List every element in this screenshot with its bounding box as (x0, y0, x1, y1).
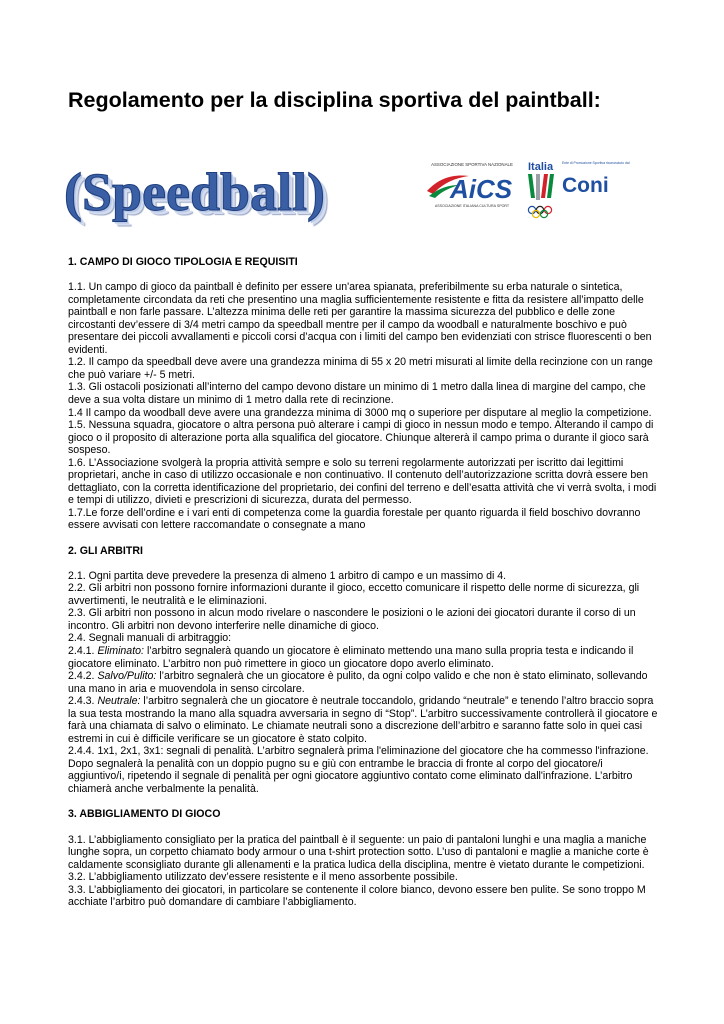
olympic-rings-icon (528, 206, 551, 217)
coni-name-text: Coni (562, 174, 609, 197)
paragraph: 1.6. L’Associazione svolgerà la propria attività sempre e solo su terreni regolarmente autorizzati per iscritto dai legittimi proprietari, anche in caso di utilizzo occasionale e non continuativo. Il contenuto dell’autorizzazione scritta dovrà essere ben dettagliato, con la corretta identificazione del proprietario, dei confini del terreno e dell’esatta attività che vi verrà svolta, i modi e tempi di utilizzo, divieti e prescrizioni di sicurezza, durata del permesso. (68, 456, 657, 507)
paragraph: 2.4. Segnali manuali di arbitraggio: (68, 632, 232, 645)
paragraph: 1.3. Gli ostacoli posizionati all’interno del campo devono distare un minimo di 1 metro dalla linea di margine del campo, che deve a sua volta distare un minimo di 1 metro dalla rete di recinzione. (68, 381, 646, 407)
paragraph: 2.4.4. 1x1, 2x1, 3x1: segnali di penalità. L’arbitro segnalerà prima l'eliminazione del giocatore che ha commesso l'infrazione. Dopo segnalerà la penalità con un doppio pugno su e giù con entrambe le braccia di fronte al corpo del giocatore/i aggiuntivo/i, ripetendo il segnale di penalità per ogni giocatore aggiuntivo contato come eliminato dall'infrazione. L’arbitro chiamerà anche verbalmente la penalità. (68, 745, 649, 795)
coni-logo (522, 158, 630, 220)
speedball-heading: (Speedball) (64, 162, 326, 222)
paragraph: 1.4 Il campo da woodball deve avere una grandezza minima di 3000 mq o superiore per disputare al meglio la competizione. (68, 406, 652, 419)
paragraph: 2.3. Gli arbitri non possono in alcun modo rivelare o nascondere le posizioni o le azioni dei giocatori durante il corso di un incontro. Gli arbitri non devono interferire nelle dinamiche di gioco. (68, 607, 636, 632)
paragraph: 1.7.Le forze dell’ordine e i vari enti di competenza come la guardia forestale per quanto riguarda il field boschivo dovranno essere avvisati con lettere raccomandate o consegnate a mano (68, 506, 641, 532)
signal-term: Neutrale: (97, 695, 141, 708)
referee-signal: 2.4.3. Neutrale: l’arbitro segnalerà che un giocatore è neutrale toccandolo, gridando “neutrale” e tenendo l’altro braccio sopra la sua testa mostrando la mano alla squadra avversaria in segno di “Stop”. L’arbitro successivamente controllerà il giocatore e farà una chiamata di salvo o eliminato. Le chiamate neutrali sono a discrezione dell’arbitro e saranno fatte solo in quei casi estremi in cui è difficile verificare se un giocatore è stato colpito. (68, 695, 658, 745)
paragraph: 1.1. Un campo di gioco da paintball è definito per essere un'area spianata, preferibilmente su erba naturale o sintetica, completamente circondata da reti che presentino una maglia sufficientemente resistente e fitta da resistere all’impatto delle paintball e non farle passare. L’altezza minima delle reti per garantire la massima sicurezza del pubblico e delle zone circostanti dev’essere di 3/4 metri campo da speedball mentre per il campo da woodball e naturalmente boschivo e può presentare dei piccoli avvallamenti e piccoli corsi d’acqua con i limiti del campo ben evidenziati con strisce fluorescenti o ben evidenti. (68, 281, 652, 356)
aics-logo-top-text: ASSOCIAZIONE SPORTIVA NAZIONALE (431, 162, 513, 167)
document-title: Regolamento per la disciplina sportiva del paintball: (68, 88, 601, 112)
paragraph: 2.2. Gli arbitri non possono fornire informazioni durante il gioco, eccetto comunicare il rispetto delle norme di sicurezza, gli avvertimenti, le neutralità e le eliminazioni. (68, 582, 640, 607)
aics-logo-name: AiCS (449, 174, 513, 204)
section-heading: 1. CAMPO DI GIOCO TIPOLOGIA E REQUISITI (68, 256, 298, 268)
paragraph: acchiate l’arbitro può domandare di cambiare l’abbigliamento. (68, 896, 357, 909)
signal-term: Eliminato: (97, 644, 144, 657)
paragraph: 1.5. Nessuna squadra, giocatore o altra persona può alterare i campi di gioco in nessun modo e tempo. Alterando il campo di gioco o il proposito di alterazione porta alla squalifica del giocatore. Chiunque altererà il campo prima o durante il gioco sarà sospeso. (68, 419, 654, 457)
referee-signal: 2.4.2. Salvo/Pulito: l’arbitro segnalerà che un giocatore è pulito, da ogni colpo valido e che non è stato eliminato, sollevando una mano in aria e muovendola in senso circolare. (68, 670, 648, 695)
aics-logo (425, 158, 519, 210)
paragraph: 1.2. Il campo da speedball deve avere una grandezza minima di 55 x 20 metri misurati al limite della recinzione con un range che può variare +/- 5 metri. (68, 356, 653, 381)
section-heading: 2. GLI ARBITRI (68, 544, 143, 557)
paragraph: 2.1. Ogni partita deve prevedere la presenza di almeno 1 arbitro di campo e un massimo di 4. (68, 569, 507, 582)
aics-logo-bottom-text: ASSOCIAZIONE ITALIANA CULTURA SPORT (434, 204, 510, 208)
paragraph: 3.2. L’abbigliamento utilizzato dev’essere resistente e il meno assorbente possibile. (68, 871, 458, 884)
paragraph: 3.3. L’abbigliamento dei giocatori, in particolare se contenente il colore bianco, devono essere ben pulite. Se sono troppo M (68, 883, 646, 896)
signal-term: Salvo/Pulito: (97, 670, 157, 683)
paragraph: 3.1. L’abbigliamento consigliato per la pratica del paintball è il seguente: un paio di pantaloni lunghi e una maglia a maniche lunghe sopra, un corpetto chiamato body armour o una t-shirt protection sotto. L’uso di pantaloni e maglie a maniche corte è caldamente sconsigliato durante gli allenamenti e la pratica ludica della disciplina, mentre è vietato durante le competizioni. (68, 833, 649, 871)
coni-italia-text: Italia (528, 161, 554, 173)
section-heading: 3. ABBIGLIAMENTO DI GIOCO (68, 808, 221, 821)
document-body (68, 256, 660, 909)
referee-signal: 2.4.1. Eliminato: l’arbitro segnalerà quando un giocatore è eliminato mettendo una mano sulla propria testa e indicando il giocatore eliminato. L’arbitro non può rimettere in gioco un giocatore dopo averlo eliminato. (68, 644, 634, 670)
coni-caption-text: Ente di Promozione Sportiva riconosciuto dal (562, 161, 630, 165)
